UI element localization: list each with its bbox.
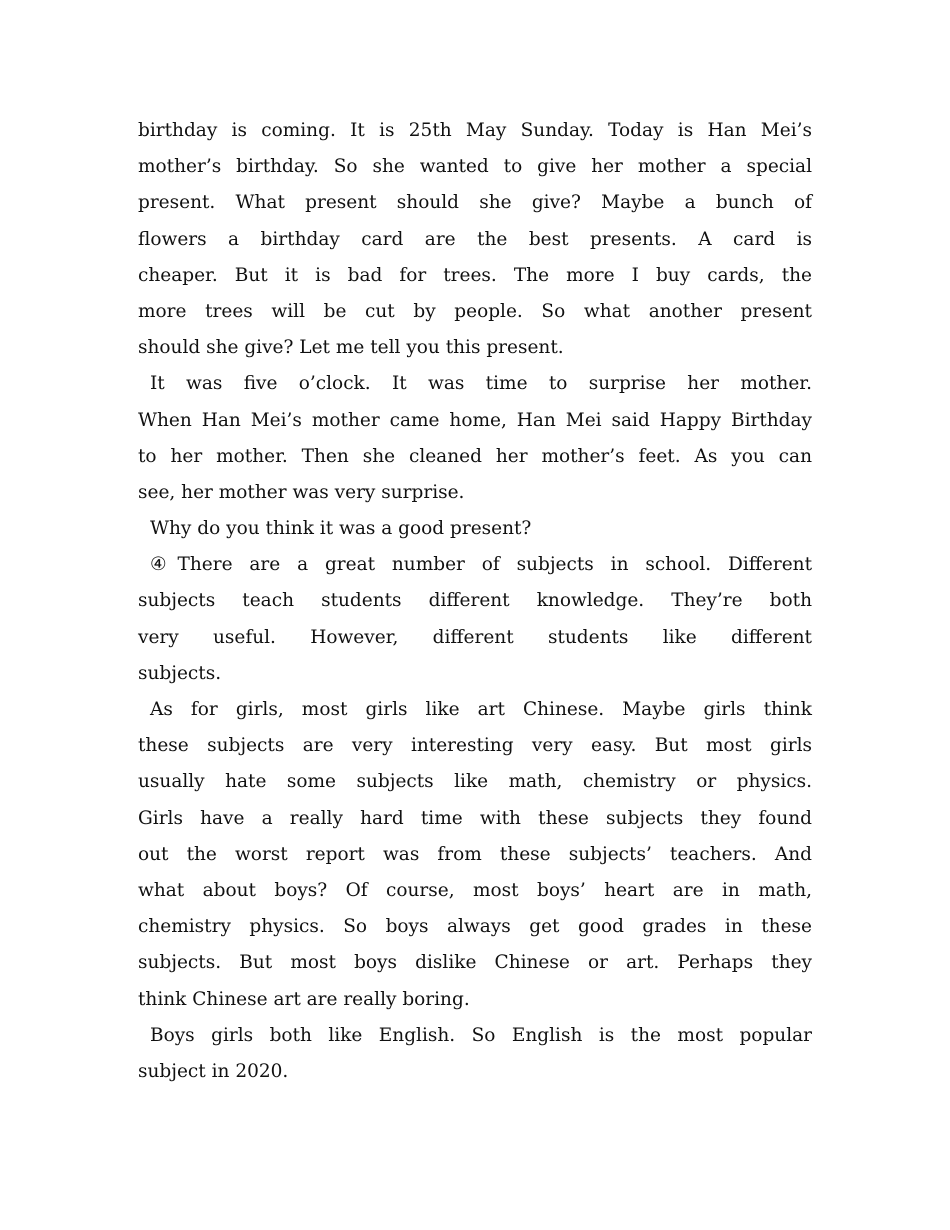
text-line: see, her mother was very surprise. <box>138 481 465 503</box>
text-line: usually hate some subjects like math, chemistry or physics. <box>138 771 812 793</box>
text-line: ④There are a great number of subjects in school. Different <box>150 554 812 576</box>
text-line: subjects. But most boys dislike Chinese or art. Perhaps they <box>138 952 812 974</box>
text-line: chemistry physics. So boys always get good grades in these <box>138 916 812 938</box>
text-line: subject in 2020. <box>138 1060 289 1082</box>
text-line: these subjects are very interesting very easy. But most girls <box>138 735 812 757</box>
text-line: to her mother. Then she cleaned her mother’s feet. As you can <box>138 445 812 467</box>
document-body <box>138 113 812 1090</box>
text-line: flowers a birthday card are the best presents. A card is <box>138 228 812 250</box>
text-line: subjects. <box>138 662 222 684</box>
text-line: As for girls, most girls like art Chinese. Maybe girls think <box>150 699 812 720</box>
text-line: birthday is coming. It is 25th May Sunday. Today is Han Mei’s <box>138 120 812 141</box>
text-line: Girls have a really hard time with these subjects they found <box>138 807 812 829</box>
text-line: subjects teach students different knowledge. They’re both <box>138 590 812 612</box>
text-line: present. What present should she give? Maybe a bunch of <box>138 192 812 214</box>
text-line: Boys girls both like English. So English is the most popular <box>150 1024 812 1046</box>
text-line: out the worst report was from these subjects’ teachers. And <box>138 843 812 865</box>
text-line: should she give? Let me tell you this present. <box>138 337 564 359</box>
text-line: what about boys? Of course, most boys’ heart are in math, <box>138 879 812 901</box>
text-line: very useful. However, different students like different <box>138 626 812 648</box>
text-line: It was five o’clock. It was time to surprise her mother. <box>150 373 812 395</box>
text-line: Why do you think it was a good present? <box>150 518 532 540</box>
text-line: cheaper. But it is bad for trees. The more I buy cards, the <box>138 264 812 286</box>
text-line: more trees will be cut by people. So what another present <box>138 300 812 322</box>
text-line: think Chinese art are really boring. <box>138 988 470 1010</box>
text-line: When Han Mei’s mother came home, Han Mei said Happy Birthday <box>138 409 812 431</box>
text-line: mother’s birthday. So she wanted to give her mother a special <box>138 156 812 178</box>
